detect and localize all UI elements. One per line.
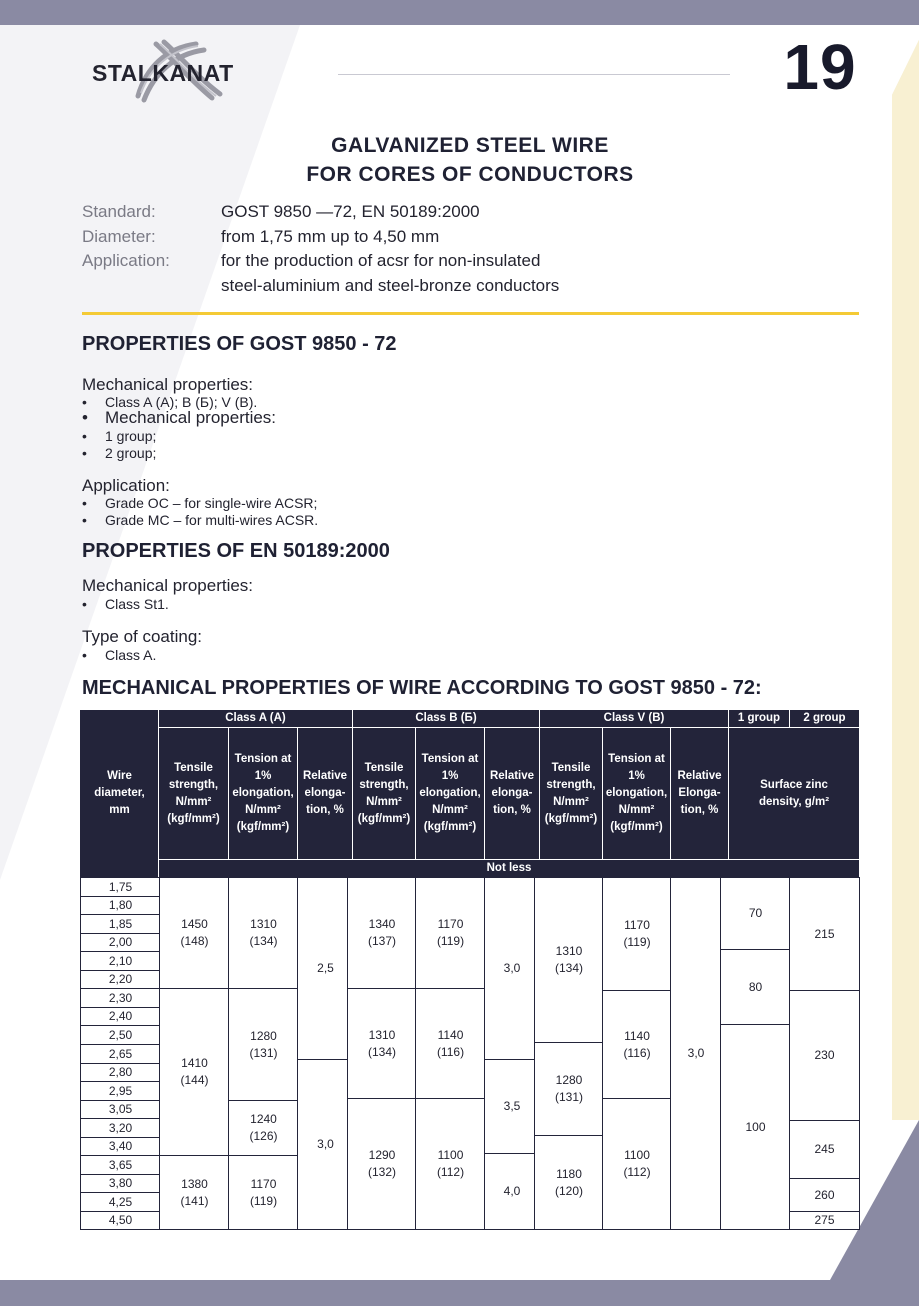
group2-cell: [789, 1211, 860, 1230]
bullet-dot: •: [82, 596, 87, 612]
cell-value: 1140 (116): [623, 1028, 651, 1060]
header-divider: [158, 710, 159, 877]
list-item-text: Class A (A); B (Б); V (B).: [105, 394, 258, 410]
cell-value: 1340 (137): [367, 917, 396, 948]
header-divider: [159, 859, 859, 860]
group2-header: 2 group: [803, 712, 846, 724]
logo-text: STALKANAT: [92, 60, 234, 86]
diameter-cell: [80, 1081, 161, 1101]
list-item: [82, 596, 169, 612]
cell-value: 1380 (141): [180, 1176, 209, 1208]
cell-value: 80: [748, 979, 763, 994]
diameter-cell: [80, 933, 161, 952]
v-tension-cell: [602, 1098, 672, 1230]
b-tensile-cell: [347, 988, 417, 1099]
bullet-dot: •: [82, 445, 87, 461]
list-item-text: Mechanical properties:: [105, 408, 277, 427]
gost-mech-label: Mechanical properties:: [82, 375, 254, 394]
cell-value: 1170 (119): [623, 918, 651, 949]
cell-value: 2,20: [108, 972, 133, 986]
a-elong-cell: [297, 877, 354, 1060]
cell-value: 2,50: [108, 1027, 133, 1042]
cell-value: 1280 (131): [554, 1073, 583, 1104]
page-title-line-1: GALVANIZED STEEL WIRE: [331, 134, 609, 157]
group1-cell: [720, 877, 791, 950]
diameter-cell: [80, 1174, 161, 1193]
page-number: 19: [783, 31, 857, 103]
b-elong-cell: [484, 1059, 540, 1154]
en-coating-label: Type of coating:: [82, 627, 203, 646]
v-tensile-cell: [534, 1135, 604, 1230]
list-item-text: Class St1.: [105, 596, 169, 612]
v-tensile-cell: [534, 877, 604, 1043]
cell-value: 3,0: [317, 1137, 334, 1151]
diameter-cell: [80, 1025, 161, 1045]
cell-value: 1100 (112): [623, 1148, 651, 1179]
diameter-cell: [80, 1137, 161, 1156]
bullet-dot: •: [82, 394, 87, 410]
diameter-cell: [80, 970, 161, 989]
cell-value: 1290 (132): [367, 1148, 396, 1179]
wire-diameter-header: Wire diameter, mm: [94, 770, 145, 816]
cell-value: 4,25: [108, 1194, 133, 1209]
a-tension-cell: [228, 1100, 299, 1156]
class-v-header: Class V (B): [603, 712, 665, 724]
v-tension-header: Tension at 1% elongation, N/mm² (kgf/mm²): [605, 753, 668, 833]
list-item-text: 1 group;: [105, 428, 157, 444]
diameter-cell: [80, 914, 161, 934]
v-elong-header: Relative Elonga- tion, %: [677, 770, 722, 816]
application-value-2: steel-aluminium and steel-bronze conductors: [221, 276, 560, 295]
list-item-text: 2 group;: [105, 445, 157, 461]
diameter-label: Diameter:: [82, 227, 156, 246]
a-tension-cell: [228, 988, 299, 1101]
list-item: [82, 408, 276, 428]
right-yellow-strip: [892, 40, 919, 1120]
bottom-bar: [0, 1280, 919, 1306]
a-tensile-cell: [159, 1155, 230, 1230]
cell-value: 3,40: [108, 1139, 133, 1153]
header-divider: [789, 710, 790, 727]
header-divider: [539, 710, 540, 859]
b-tension-header: Tension at 1% elongation, N/mm² (kgf/mm²): [419, 753, 481, 833]
v-tensile-cell: [534, 1042, 604, 1136]
cell-value: 2,65: [108, 1046, 133, 1061]
diameter-cell: [80, 951, 161, 971]
application-value-1: for the production of acsr for non-insulated: [221, 251, 541, 270]
cell-value: 1280 (131): [249, 1028, 278, 1060]
list-item: [82, 495, 317, 511]
page-title-line-2: FOR CORES OF CONDUCTORS: [306, 163, 634, 186]
cell-value: 100: [745, 1119, 766, 1134]
cell-value: 2,00: [108, 935, 133, 949]
a-tension-cell: [228, 1155, 299, 1230]
header-divider: [159, 727, 859, 728]
b-elong-header: Relative elonga- tion, %: [489, 770, 535, 816]
cell-value: 1170 (119): [436, 917, 465, 948]
v-tensile-header: Tensile strength, N/mm² (kgf/mm²): [544, 761, 598, 825]
group2-cell: [789, 1178, 860, 1212]
standard-value: GOST 9850 —72, EN 50189:2000: [221, 202, 480, 221]
cell-value: 1100 (112): [436, 1148, 465, 1179]
table-header: [80, 710, 859, 877]
cell-value: 3,05: [108, 1102, 133, 1116]
diameter-cell: [80, 1100, 161, 1119]
en-mech-label: Mechanical properties:: [82, 576, 254, 595]
list-item-text: Grade OC – for single-wire ACSR;: [105, 495, 318, 511]
a-tensile-cell: [159, 988, 230, 1156]
application-label: Application:: [82, 251, 170, 270]
diameter-cell: [80, 1118, 161, 1138]
table-body: [80, 877, 859, 1231]
gost-app-label: Application:: [82, 476, 170, 495]
group1-cell: [720, 949, 791, 1025]
b-tension-cell: [415, 1098, 486, 1230]
bullet-dot: •: [82, 495, 87, 511]
bullet-dot: •: [82, 647, 87, 663]
bullet-dot: •: [82, 512, 87, 528]
diameter-cell: [80, 1155, 161, 1175]
cell-value: 215: [814, 926, 835, 941]
header-divider: [670, 727, 671, 859]
group2-cell: [789, 877, 860, 991]
diameter-cell: [80, 896, 161, 915]
a-tensile-header: Tensile strength, N/mm² (kgf/mm²): [167, 761, 220, 825]
b-tension-cell: [415, 877, 486, 989]
cell-value: 3,20: [108, 1120, 133, 1135]
list-item-text: Class A.: [105, 647, 157, 663]
header-divider: [728, 710, 729, 859]
group1-cell: [720, 1024, 791, 1230]
diameter-cell: [80, 1044, 161, 1064]
cell-value: 1310 (134): [554, 944, 583, 975]
cell-value: 260: [814, 1187, 835, 1202]
a-elong-cell: [297, 1059, 354, 1230]
diameter-cell: [80, 1007, 161, 1026]
cell-value: 1410 (144): [180, 1056, 209, 1087]
list-item: [82, 512, 318, 528]
b-elong-cell: [484, 1153, 540, 1230]
b-elong-cell: [484, 877, 540, 1060]
list-item: [82, 647, 156, 663]
header-rule: [338, 74, 730, 75]
group2-cell: [789, 1120, 860, 1179]
cell-value: 2,30: [108, 990, 133, 1005]
cell-value: 2,5: [317, 961, 334, 975]
bullet-dot: •: [82, 428, 87, 444]
cell-value: 275: [814, 1213, 835, 1227]
bullet-dot: •: [82, 408, 88, 427]
cell-value: 3,5: [503, 1099, 521, 1113]
cell-value: 4,0: [503, 1184, 521, 1198]
v-elong-cell: [670, 877, 722, 1230]
list-item: [82, 428, 156, 444]
cell-value: 1140 (116): [436, 1027, 465, 1059]
class-b-header: Class B (Б): [415, 712, 477, 724]
cell-value: 1,75: [108, 879, 133, 894]
section-divider: [82, 312, 859, 315]
list-item-text: Grade MC – for multi-wires ACSR.: [105, 512, 319, 528]
top-bar: [0, 0, 919, 25]
header-divider: [602, 727, 603, 859]
diameter-cell: [80, 988, 161, 1008]
standard-label: Standard:: [82, 202, 156, 221]
cell-value: 1310 (134): [367, 1027, 396, 1059]
header-divider: [228, 727, 229, 859]
cell-value: 2,80: [108, 1065, 133, 1079]
header-divider: [484, 727, 485, 859]
cell-value: 1310 (134): [249, 917, 278, 948]
cell-value: 2,40: [108, 1009, 133, 1023]
cell-value: 3,65: [108, 1157, 133, 1172]
cell-value: 1170 (119): [249, 1176, 278, 1208]
header-divider: [297, 727, 298, 859]
cell-value: 245: [814, 1142, 835, 1156]
b-tensile-header: Tensile strength, N/mm² (kgf/mm²): [357, 761, 411, 825]
a-tension-header: Tension at 1% elongation, N/mm² (kgf/mm²): [232, 753, 294, 833]
cell-value: 1180 (120): [554, 1166, 583, 1198]
zinc-density-header: Surface zinc density, g/m²: [758, 778, 830, 808]
table-heading: MECHANICAL PROPERTIES OF WIRE ACCORDING TO GOST 9850 - 72:: [82, 677, 762, 699]
gost-heading: PROPERTIES OF GOST 9850 - 72: [82, 333, 397, 355]
en-heading: PROPERTIES OF EN 50189:2000: [82, 540, 390, 562]
cell-value: 70: [748, 906, 763, 920]
v-tension-cell: [602, 877, 672, 991]
cell-value: 2,10: [108, 953, 133, 968]
header-divider: [415, 727, 416, 859]
cell-value: 1,80: [108, 898, 133, 912]
diameter-cell: [80, 877, 161, 897]
diameter-cell: [80, 1192, 161, 1212]
cell-value: 4,50: [108, 1213, 133, 1227]
header-divider: [352, 710, 353, 859]
b-tensile-cell: [347, 1098, 417, 1230]
diameter-cell: [80, 1211, 161, 1230]
not-less-header: Not less: [486, 862, 532, 874]
group2-cell: [789, 990, 860, 1121]
cell-value: 230: [814, 1048, 835, 1062]
v-tension-cell: [602, 990, 672, 1099]
diameter-value: from 1,75 mm up to 4,50 mm: [221, 227, 440, 246]
cell-value: 1,85: [108, 916, 133, 931]
cell-value: 3,0: [503, 961, 521, 975]
cell-value: 1240 (126): [249, 1112, 278, 1143]
cell-value: 2,95: [108, 1083, 133, 1098]
a-elong-header: Relative elonga- tion, %: [302, 770, 348, 816]
diameter-cell: [80, 1063, 161, 1082]
a-tension-cell: [228, 877, 299, 989]
a-tensile-cell: [159, 877, 230, 989]
cell-value: 1450 (148): [180, 917, 209, 948]
cell-value: 3,0: [687, 1046, 705, 1060]
class-a-header: Class A (A): [225, 712, 286, 724]
list-item: [82, 445, 156, 461]
b-tension-cell: [415, 988, 486, 1099]
cell-value: 3,80: [108, 1176, 133, 1190]
b-tensile-cell: [347, 877, 417, 989]
group1-header: 1 group: [737, 712, 781, 724]
